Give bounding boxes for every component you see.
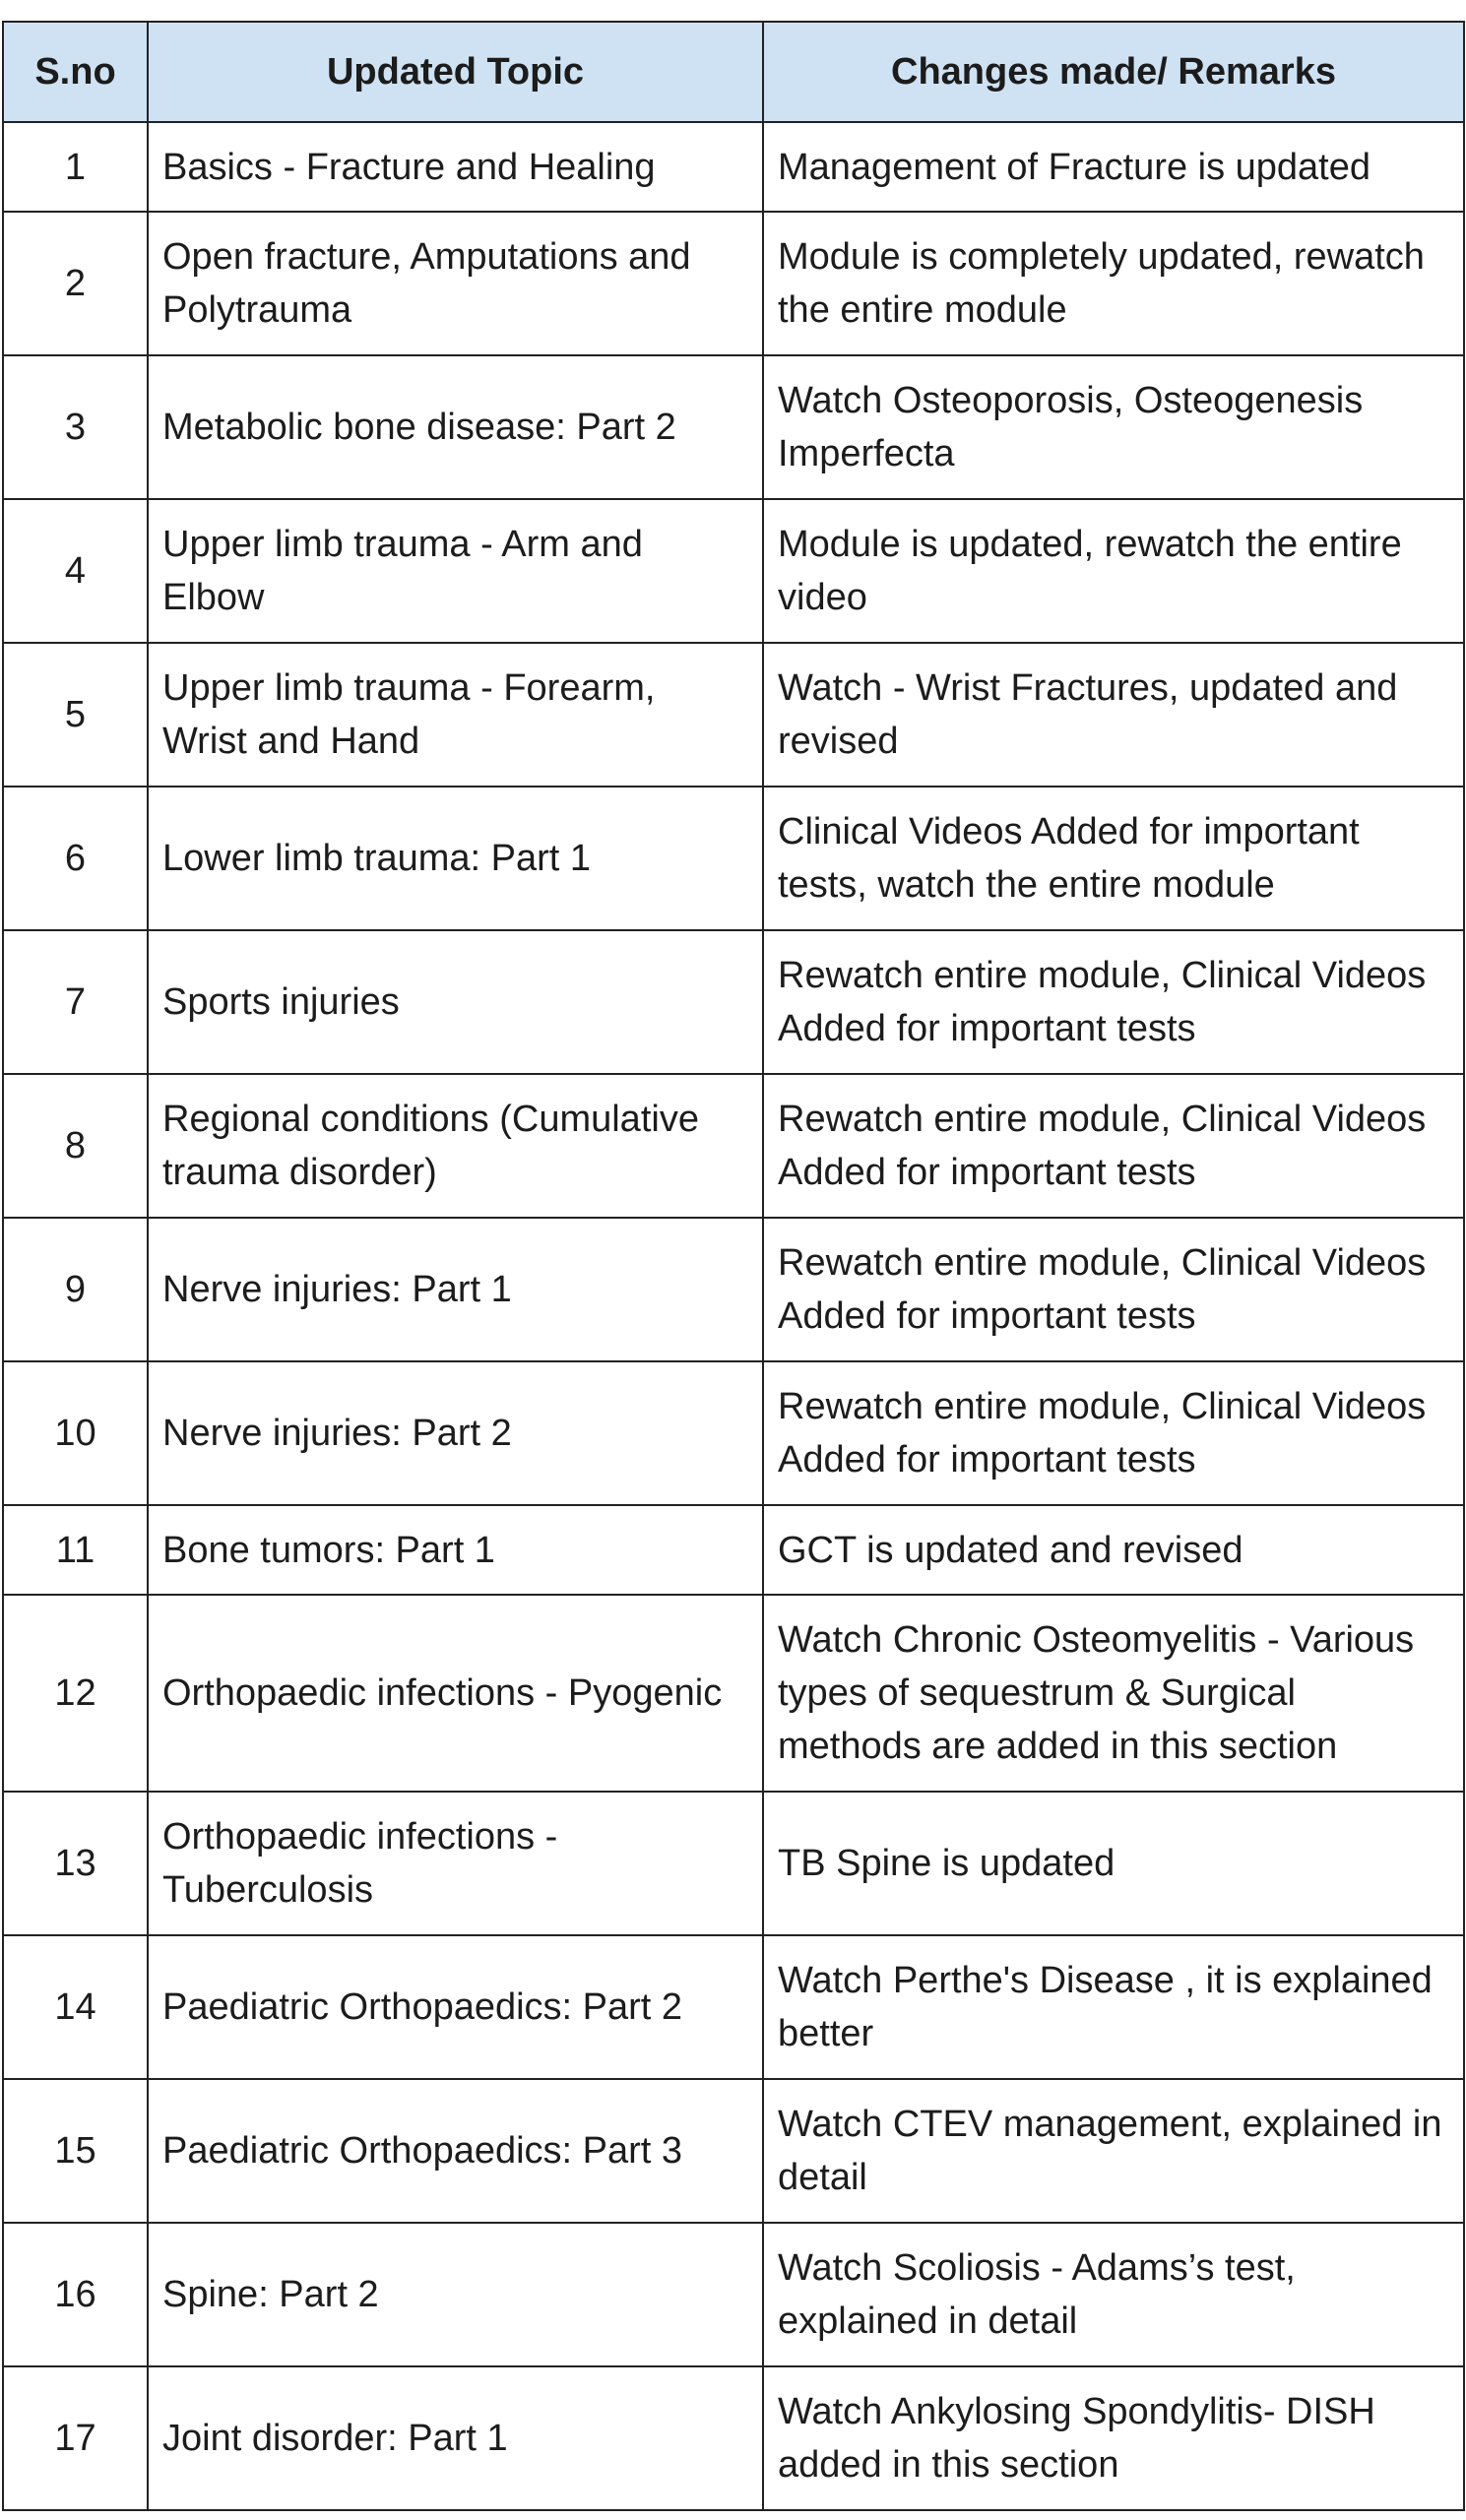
header-row <box>3 22 1464 122</box>
row-remarks: GCT is updated and revised <box>763 1505 1464 1595</box>
row-sno: 5 <box>3 643 148 787</box>
row-topic: Paediatric Orthopaedics: Part 3 <box>148 2079 763 2223</box>
table-row <box>3 1935 1464 2079</box>
table-row <box>3 1792 1464 1935</box>
row-remarks: Clinical Videos Added for important tests, watch the entire module <box>763 787 1464 930</box>
row-topic: Joint disorder: Part 1 <box>148 2366 763 2510</box>
row-topic: Nerve injuries: Part 2 <box>148 1361 763 1505</box>
table-row <box>3 355 1464 499</box>
row-sno: 14 <box>3 1935 148 2079</box>
row-remarks: Module is completely updated, rewatch the entire module <box>763 212 1464 355</box>
table-row <box>3 2366 1464 2510</box>
row-remarks: Watch Ankylosing Spondylitis- DISH added in this section <box>763 2366 1464 2510</box>
row-sno: 1 <box>3 122 148 212</box>
row-topic: Upper limb trauma - Forearm, Wrist and Hand <box>148 643 763 787</box>
row-topic: Paediatric Orthopaedics: Part 2 <box>148 1935 763 2079</box>
row-sno: 13 <box>3 1792 148 1935</box>
header-updated-topic: Updated Topic <box>148 22 763 122</box>
row-sno: 12 <box>3 1595 148 1792</box>
row-remarks: Watch Perthe's Disease , it is explained better <box>763 1935 1464 2079</box>
row-sno: 2 <box>3 212 148 355</box>
row-topic: Lower limb trauma: Part 1 <box>148 787 763 930</box>
row-remarks: Rewatch entire module, Clinical Videos Added for important tests <box>763 1361 1464 1505</box>
table-row <box>3 1074 1464 1218</box>
row-topic: Nerve injuries: Part 1 <box>148 1218 763 1361</box>
row-remarks: Rewatch entire module, Clinical Videos Added for important tests <box>763 1074 1464 1218</box>
row-sno: 11 <box>3 1505 148 1595</box>
updates-table <box>2 21 1465 2511</box>
row-topic: Sports injuries <box>148 930 763 1074</box>
row-remarks: Rewatch entire module, Clinical Videos Added for important tests <box>763 1218 1464 1361</box>
row-sno: 3 <box>3 355 148 499</box>
table-row <box>3 212 1464 355</box>
row-remarks: Management of Fracture is updated <box>763 122 1464 212</box>
row-sno: 8 <box>3 1074 148 1218</box>
row-topic: Upper limb trauma - Arm and Elbow <box>148 499 763 643</box>
row-sno: 4 <box>3 499 148 643</box>
header-sno: S.no <box>3 22 148 122</box>
row-topic: Orthopaedic infections - Pyogenic <box>148 1595 763 1792</box>
row-sno: 15 <box>3 2079 148 2223</box>
row-remarks: Watch Scoliosis - Adams’s test, explained in detail <box>763 2223 1464 2366</box>
table-body <box>3 122 1464 2510</box>
table-row <box>3 643 1464 787</box>
row-remarks: Rewatch entire module, Clinical Videos Added for important tests <box>763 930 1464 1074</box>
row-sno: 7 <box>3 930 148 1074</box>
header-changes-remarks: Changes made/ Remarks <box>763 22 1464 122</box>
row-topic: Metabolic bone disease: Part 2 <box>148 355 763 499</box>
row-sno: 10 <box>3 1361 148 1505</box>
table-row <box>3 1505 1464 1595</box>
row-remarks: Watch Osteoporosis, Osteogenesis Imperfecta <box>763 355 1464 499</box>
table-row <box>3 1595 1464 1792</box>
row-topic: Orthopaedic infections - Tuberculosis <box>148 1792 763 1935</box>
row-remarks: TB Spine is updated <box>763 1792 1464 1935</box>
row-topic: Open fracture, Amputations and Polytrauma <box>148 212 763 355</box>
row-remarks: Watch Chronic Osteomyelitis - Various types of sequestrum & Surgical methods are added in this section <box>763 1595 1464 1792</box>
row-topic: Regional conditions (Cumulative trauma disorder) <box>148 1074 763 1218</box>
row-sno: 9 <box>3 1218 148 1361</box>
row-remarks: Module is updated, rewatch the entire video <box>763 499 1464 643</box>
table-row <box>3 122 1464 212</box>
table-row <box>3 2079 1464 2223</box>
table-row <box>3 2223 1464 2366</box>
row-topic: Bone tumors: Part 1 <box>148 1505 763 1595</box>
row-sno: 6 <box>3 787 148 930</box>
table-row <box>3 499 1464 643</box>
row-remarks: Watch CTEV management, explained in detail <box>763 2079 1464 2223</box>
row-sno: 16 <box>3 2223 148 2366</box>
table-row <box>3 930 1464 1074</box>
row-sno: 17 <box>3 2366 148 2510</box>
row-topic: Spine: Part 2 <box>148 2223 763 2366</box>
row-topic: Basics - Fracture and Healing <box>148 122 763 212</box>
row-remarks: Watch - Wrist Fractures, updated and revised <box>763 643 1464 787</box>
table-row <box>3 1361 1464 1505</box>
table-row <box>3 787 1464 930</box>
table-row <box>3 1218 1464 1361</box>
